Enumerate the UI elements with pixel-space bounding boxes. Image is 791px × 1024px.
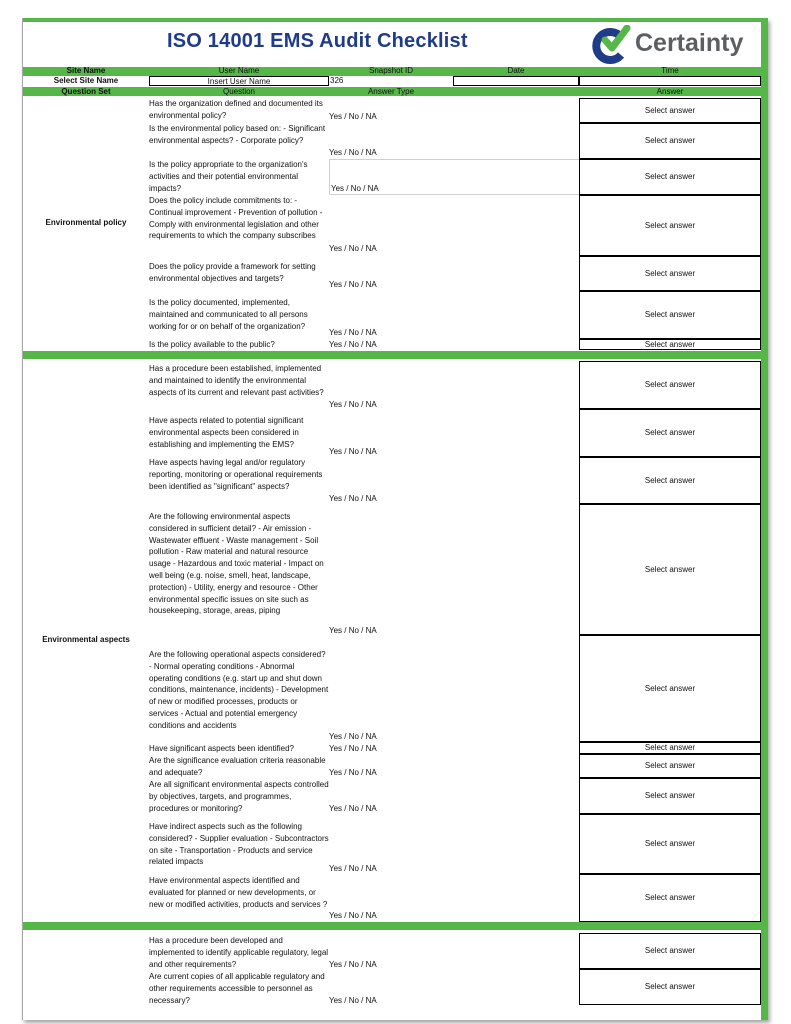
logo-text: Certainty: [635, 29, 744, 57]
col-question-set: Question Set: [61, 87, 111, 96]
section-divider: [23, 922, 761, 930]
col-date: Date: [507, 66, 525, 75]
question-text: Does the policy include commitments to: - Continual improvement - Prevention of pollution -Comply with environmental legislation and other requirements to which the company subscribes: [149, 196, 323, 241]
answer-select[interactable]: Select answer: [579, 256, 762, 291]
answer-select[interactable]: Select answer: [579, 159, 762, 195]
question-text: Have aspects related to potential significant environmental aspects been considered in establishing and implementing the EMS?: [149, 416, 304, 449]
page-title: ISO 14001 EMS Audit Checklist: [167, 30, 468, 52]
answer-type: Yes / No / NA: [329, 280, 377, 289]
question-text: Are the following operational aspects considered? - Normal operating conditions - Abnormal operating conditions (e.g. start up and shut down conditions, maintenance, incidents) - Development of new or modified processes, products or services - Actual and potential emergency conditions and accidents: [149, 650, 329, 730]
answer-select[interactable]: Select answer: [579, 98, 762, 123]
section-label: Environmental aspects: [42, 635, 130, 644]
question-text: Is the environmental policy based on: - Significant environmental aspects? - Corporate policy?: [149, 124, 326, 145]
col-question: Question: [222, 87, 256, 96]
answer-type: Yes / No / NA: [329, 626, 377, 635]
answer-select[interactable]: Select answer: [579, 754, 762, 778]
question-text: Are all significant environmental aspects controlled by objectives, targets, and programmes, procedures or monitoring?: [149, 780, 329, 813]
section-label: Environmental policy: [45, 218, 127, 227]
answer-type: Yes / No / NA: [329, 494, 377, 503]
certainty-check-icon: [591, 25, 633, 65]
answer-select[interactable]: Select answer: [579, 778, 762, 814]
question-text: Has the organization defined and documented its environmental policy?: [149, 99, 323, 120]
answer-type: Yes / No / NA: [329, 996, 377, 1005]
checklist-sheet: [22, 18, 768, 1020]
snapshot-id-field[interactable]: 326: [329, 76, 453, 86]
answer-type: Yes / No / NA: [329, 328, 377, 337]
answer-select[interactable]: Select answer: [579, 291, 762, 339]
question-text: Are current copies of all applicable regulatory and other requirements accessible to personnel as necessary?: [149, 972, 325, 1005]
question-text: Has a procedure been developed and implemented to identify applicable regulatory, legal and other requirements?: [149, 936, 329, 969]
col-snapshot-id: Snapshot ID: [368, 66, 414, 75]
answer-type: Yes / No / NA: [329, 340, 377, 349]
question-text: Are the significance evaluation criteria reasonable and adequate?: [149, 756, 326, 777]
answer-type: Yes / No / NA: [329, 911, 377, 920]
gridline: [329, 159, 330, 195]
answer-select[interactable]: Select answer: [579, 742, 762, 754]
answer-select[interactable]: Select answer: [579, 123, 762, 159]
answer-type: Yes / No / NA: [329, 244, 377, 253]
answer-select[interactable]: Select answer: [579, 409, 762, 457]
answer-type: Yes / No / NA: [329, 112, 377, 121]
time-field[interactable]: [579, 76, 762, 86]
col-user-name: User Name: [218, 66, 260, 75]
question-text: Have environmental aspects identified and evaluated for planned or new developments, or new or modified activities, products and services ?: [149, 876, 328, 909]
question-text: Is the policy documented, implemented, maintained and communicated to all persons working for or on behalf of the organization?: [149, 298, 308, 331]
question-text: Has a procedure been established, implemented and maintained to identify the environmental aspects of its current and relevant past activities?: [149, 364, 324, 397]
answer-select[interactable]: Select answer: [579, 361, 762, 409]
answer-type: Yes / No / NA: [329, 804, 377, 813]
answer-select[interactable]: Select answer: [579, 874, 762, 922]
col-answer-type: Answer Type: [367, 87, 415, 96]
question-text: Have significant aspects been identified?: [149, 744, 294, 753]
question-text: Does the policy provide a framework for setting environmental objectives and targets?: [149, 262, 316, 283]
answer-type: Yes / No / NA: [329, 447, 377, 456]
answer-select[interactable]: Select answer: [579, 933, 762, 969]
question-text: Is the policy available to the public?: [149, 340, 275, 349]
date-field[interactable]: [453, 76, 579, 86]
section-divider: [23, 351, 761, 359]
answer-select[interactable]: Select answer: [579, 814, 762, 874]
col-answer: Answer: [656, 87, 684, 96]
top-green-band: [23, 18, 761, 22]
answer-select[interactable]: Select answer: [579, 195, 762, 256]
answer-select[interactable]: Select answer: [579, 969, 762, 1005]
col-site-name: Site Name: [66, 66, 106, 75]
answer-type: Yes / No / NA: [329, 960, 377, 969]
user-name-field[interactable]: Insert User Name: [149, 76, 329, 86]
answer-select[interactable]: Select answer: [579, 504, 762, 635]
answer-type: Yes / No / NA: [329, 744, 377, 753]
question-text: Are the following environmental aspects considered in sufficient detail? - Air emission - Wastewater effluent - Waste management - Soil pollution - Raw material and natural resource usage - Hazardous and toxic material - Impact on well being (e.g. noise, smell, heat, landscape, protection) - Utility, energy and resource - Other environmental specific issues on site such as housekeeping, storage, areas, piping: [149, 512, 324, 616]
col-time: Time: [661, 66, 679, 75]
answer-type: Yes / No / NA: [329, 864, 377, 873]
answer-type: Yes / No / NA: [329, 400, 377, 409]
answer-select[interactable]: Select answer: [579, 635, 762, 742]
answer-select[interactable]: Select answer: [579, 339, 762, 350]
answer-type: Yes / No / NA: [329, 148, 377, 157]
answer-type: Yes / No / NA: [329, 768, 377, 777]
gridline: [329, 159, 579, 160]
answer-type: Yes / No / NA: [329, 732, 377, 741]
site-select[interactable]: Select Site Name: [23, 76, 149, 86]
question-text: Have aspects having legal and/or regulatory reporting, monitoring or operational requirements been identified as "significant" aspects?: [149, 458, 323, 491]
answer-select[interactable]: Select answer: [579, 457, 762, 504]
certainty-logo: [591, 25, 757, 65]
question-text: Have indirect aspects such as the following considered? - Supplier evaluation - Subcontractors on site - Transportation - Products and service related impacts: [149, 822, 329, 867]
answer-type: Yes / No / NA: [331, 184, 379, 193]
question-text: Is the policy appropriate to the organization's activities and their potential environmental impacts?: [149, 160, 308, 193]
